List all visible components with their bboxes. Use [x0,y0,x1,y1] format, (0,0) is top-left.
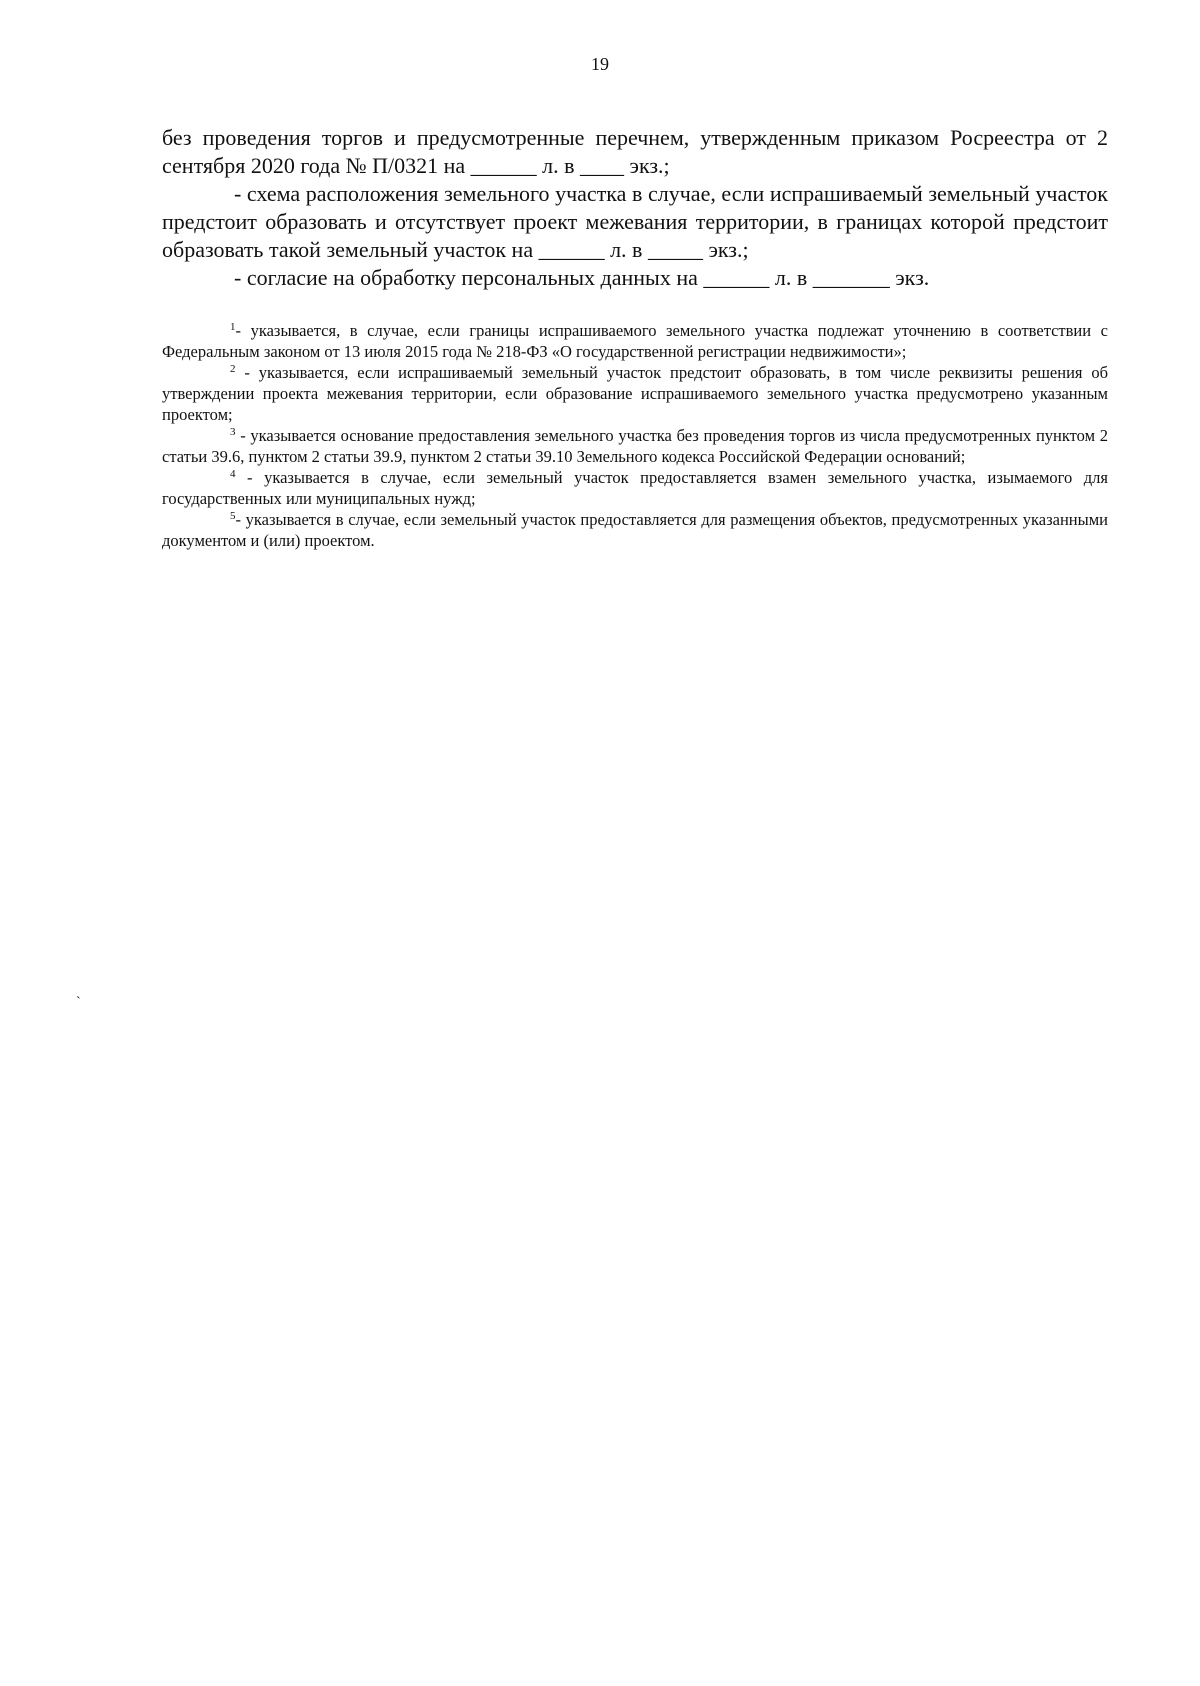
footnote-text: - указывается в случае, если земельный участок предоставляется взамен земельного участка, изымаемого для государственных или муниципальных нужд; [162,468,1108,508]
main-paragraph-personal-data-consent: - согласие на обработку персональных данных на ______ л. в _______ экз. [234,265,930,290]
footnote-5 [162,509,1108,551]
footnote-mark: 5 [230,510,236,522]
footnote-text: - указывается, если испрашиваемый земельный участок предстоит образовать, в том числе реквизиты решения об утверждении проекта межевания территории, если образование испрашиваемого земельного участка предусмотрено указанным проектом; [162,363,1108,424]
footnote-3 [162,425,1108,467]
scan-speck: ` [76,995,81,1010]
footnote-mark: 1 [230,321,236,333]
main-paragraph-land-scheme: - схема расположения земельного участка в случае, если испрашиваемый земельный участок предстоит образовать и отсутствует проект межевания территории, в границах которой предстоит образовать такой земельный участок на ______ л. в _____ экз.; [162,181,1108,262]
footnote-mark: 4 [230,468,236,480]
footnote-mark: 2 [230,363,236,375]
footnotes [162,320,1108,551]
footnote-text: - указывается в случае, если земельный участок предоставляется для размещения объектов, предусмотренных указанными документом и (или) проектом. [162,510,1108,550]
footnote-mark: 3 [230,426,236,438]
page-number: 19 [591,54,609,74]
footnote-text: - указывается основание предоставления земельного участка без проведения торгов из числа предусмотренных пунктом 2 статьи 39.6, пунктом 2 статьи 39.9, пунктом 2 статьи 39.10 Земельного кодекса Российской Федерации оснований; [162,426,1108,466]
main-text [162,124,1108,292]
main-paragraph-continuation: без проведения торгов и предусмотренные перечнем, утвержденным приказом Росреестра от 2 сентября 2020 года № П/0321 на ______ л. в ____ экз.; [162,125,1108,178]
footnote-text: - указывается, в случае, если границы испрашиваемого земельного участка подлежат уточнению в соответствии с Федеральным законом от 13 июля 2015 года № 218-ФЗ «О государственной регистрации недвижимости»; [162,321,1108,361]
footnote-2 [162,362,1108,425]
footnote-1 [162,320,1108,362]
footnote-4 [162,467,1108,509]
